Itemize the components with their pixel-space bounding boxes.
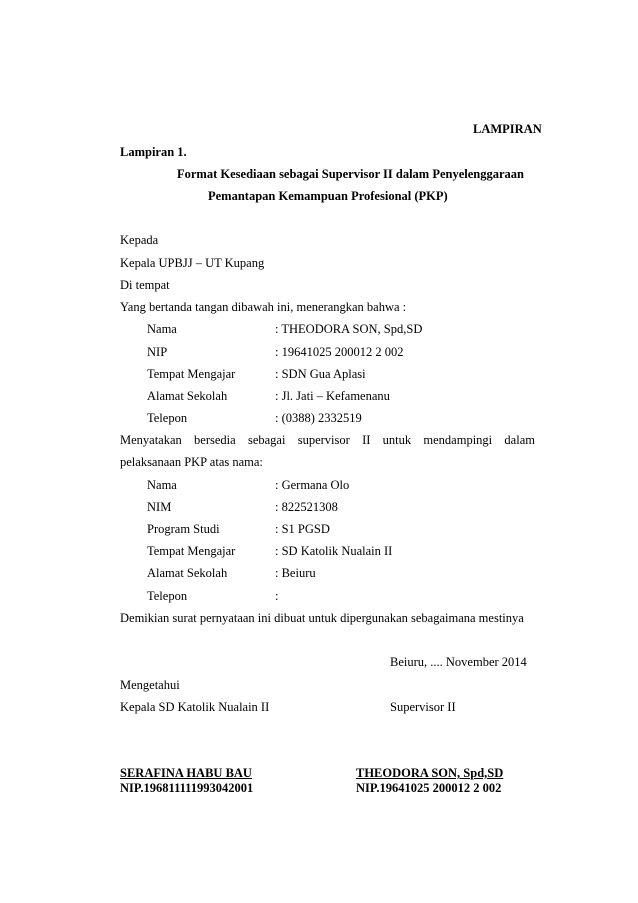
mengetahui-label: Mengetahui bbox=[120, 678, 180, 692]
statement-word: untuk bbox=[382, 433, 412, 447]
statement-line1 bbox=[120, 433, 535, 448]
address-place: Di tempat bbox=[120, 278, 170, 292]
field-value: : Germana Olo bbox=[275, 478, 350, 492]
left-signatory-nip: NIP.196811111993042001 bbox=[120, 781, 254, 795]
address-recipient: Kepala UPBJJ – UT Kupang bbox=[120, 256, 265, 270]
lampiran-heading: LAMPIRAN bbox=[473, 122, 542, 136]
field-value: : (0388) 2332519 bbox=[275, 411, 362, 425]
statement-line2: pelaksanaan PKP atas nama: bbox=[120, 455, 263, 469]
attachment-title-line1: Format Kesediaan sebagai Supervisor II dalam Penyelenggaraan bbox=[177, 167, 524, 181]
field-value: : SDN Gua Aplasi bbox=[275, 367, 366, 381]
statement-word: II bbox=[362, 433, 371, 447]
right-signatory-name: THEODORA SON, Spd,SD bbox=[356, 766, 504, 780]
intro-text: Yang bertanda tangan dibawah ini, menerangkan bahwa : bbox=[120, 300, 407, 314]
statement-word: dalam bbox=[504, 433, 535, 447]
field-value: : Jl. Jati – Kefamenanu bbox=[275, 389, 390, 403]
right-signatory-title: Supervisor II bbox=[390, 700, 456, 714]
left-signatory-name: SERAFINA HABU BAU bbox=[120, 766, 252, 780]
address-kepada: Kepada bbox=[120, 233, 159, 247]
field-label: Tempat Mengajar bbox=[147, 544, 236, 558]
field-label: Alamat Sekolah bbox=[147, 566, 228, 580]
field-value: : S1 PGSD bbox=[275, 522, 330, 536]
left-signatory-title: Kepala SD Katolik Nualain II bbox=[120, 700, 270, 714]
statement-word: sebagai bbox=[247, 433, 286, 447]
field-label: Telepon bbox=[147, 411, 188, 425]
field-label: Telepon bbox=[147, 589, 188, 603]
field-value: : Beiuru bbox=[275, 566, 316, 580]
right-signatory-nip: NIP.19641025 200012 2 002 bbox=[356, 781, 502, 795]
closing-text: Demikian surat pernyataan ini dibuat untuk dipergunakan sebagaimana mestinya bbox=[120, 611, 524, 625]
statement-word: Menyatakan bbox=[120, 433, 182, 447]
statement-word: supervisor bbox=[297, 433, 350, 447]
field-label: Alamat Sekolah bbox=[147, 389, 228, 403]
field-label: Program Studi bbox=[147, 522, 220, 536]
field-value: : SD Katolik Nualain II bbox=[275, 544, 393, 558]
field-label: NIP bbox=[147, 345, 168, 359]
field-label: Tempat Mengajar bbox=[147, 367, 236, 381]
field-label: Nama bbox=[147, 322, 177, 336]
field-label: Nama bbox=[147, 478, 177, 492]
attachment-title-line2: Pemantapan Kemampuan Profesional (PKP) bbox=[208, 189, 448, 203]
statement-word: bersedia bbox=[194, 433, 236, 447]
field-value: : 19641025 200012 2 002 bbox=[275, 345, 404, 359]
statement-word: mendampingi bbox=[423, 433, 493, 447]
field-value: : 822521308 bbox=[275, 500, 338, 514]
place-date: Beiuru, .... November 2014 bbox=[390, 655, 527, 669]
field-label: NIM bbox=[147, 500, 172, 514]
field-value: : THEODORA SON, Spd,SD bbox=[275, 322, 423, 336]
field-value: : bbox=[275, 589, 279, 603]
attachment-number: Lampiran 1. bbox=[120, 145, 187, 159]
